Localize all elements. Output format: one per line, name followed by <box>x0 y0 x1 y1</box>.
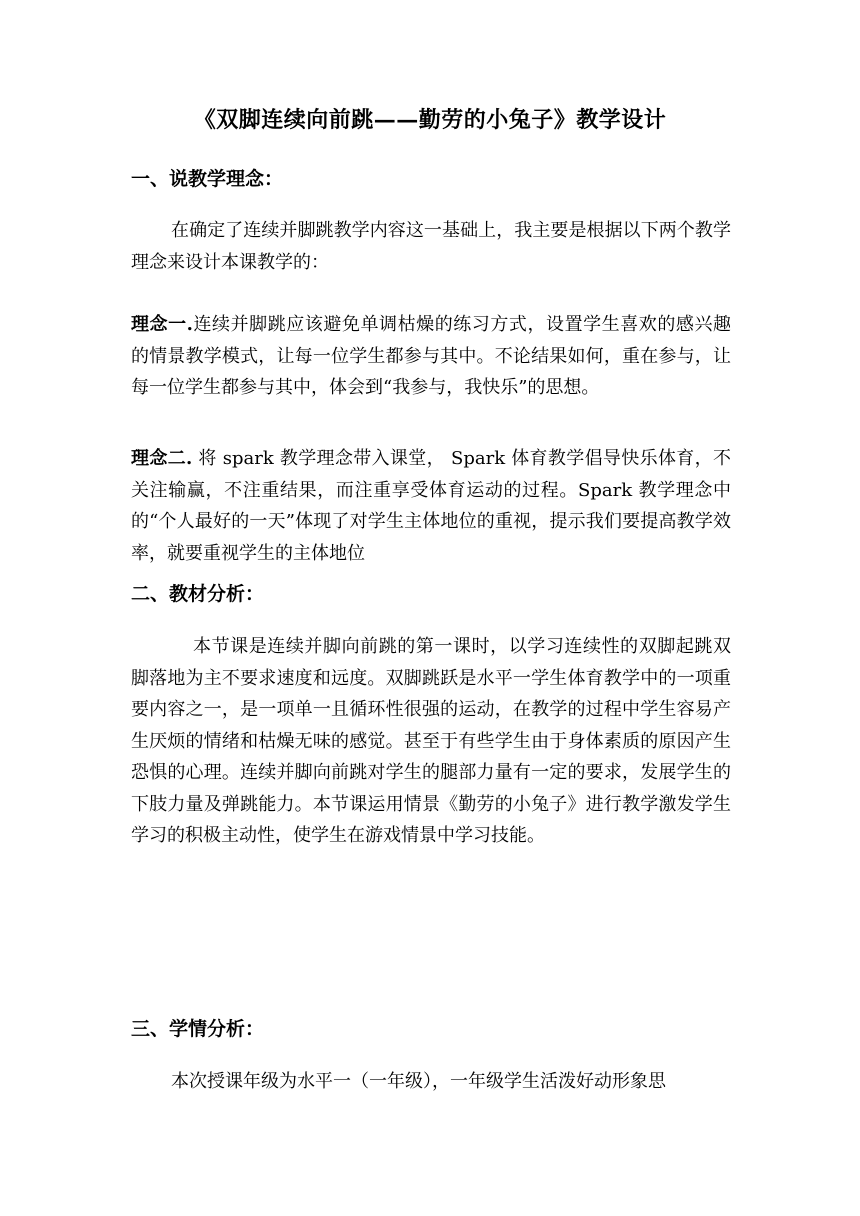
section-heading-material-analysis: 二、教材分析： <box>131 583 265 605</box>
material-analysis-paragraph: 本节课是连续并脚向前跳的第一课时，以学习连续性的双脚起跳双脚落地为主不要求速度和远度。双脚跳跃是水平一学生体育教学中的一项重要内容之一，是一项单一且循环性很强的运动，在教学的过程中学生容易产生厌烦的情绪和枯燥无味的感觉。甚至于有些学生由于身体素质的原因产生恐惧的心理。连续并脚向前跳对学生的腿部力量有一定的要求，发展学生的下肢力量及弹跳能力。本节课运用情景《勤劳的小兔子》进行教学激发学生学习的积极主动性，使学生在游戏情景中学习技能。 <box>131 636 731 846</box>
philosophy-intro-paragraph: 在确定了连续并脚跳教学内容这一基础上，我主要是根据以下两个教学理念来设计本课教学的： <box>131 220 731 273</box>
section-heading-student-analysis: 三、学情分析： <box>131 1018 265 1040</box>
idea-one-text: 连续并脚跳应该避免单调枯燥的练习方式，设置学生喜欢的感兴趣的情景教学模式，让每一位学生都参与其中。不论结果如何，重在参与，让每一位学生都参与其中，体会到“我参与，我快乐”的思想。 <box>131 314 731 398</box>
document-title: 《双脚连续向前跳——勤劳的小兔子》教学设计 <box>193 107 667 133</box>
idea-two-label: 理念二. <box>131 448 193 469</box>
idea-two-text: 将 spark 教学理念带入课堂， Spark 体育教学倡导快乐体育，不关注输赢，不注重结果，而注重享受体育运动的过程。Spark 教学理念中的“个人最好的一天”体现了对学生主体地位的重视，提示我们要提高教学效率，就要重视学生的主体地位 <box>131 448 731 564</box>
idea-one-label: 理念一. <box>131 314 193 335</box>
idea-one-paragraph <box>131 309 731 404</box>
idea-two-paragraph <box>131 443 731 569</box>
student-analysis-paragraph: 本次授课年级为水平一（一年级），一年级学生活泼好动形象思 <box>171 1071 666 1092</box>
section-heading-teaching-philosophy: 一、说教学理念： <box>131 168 284 190</box>
